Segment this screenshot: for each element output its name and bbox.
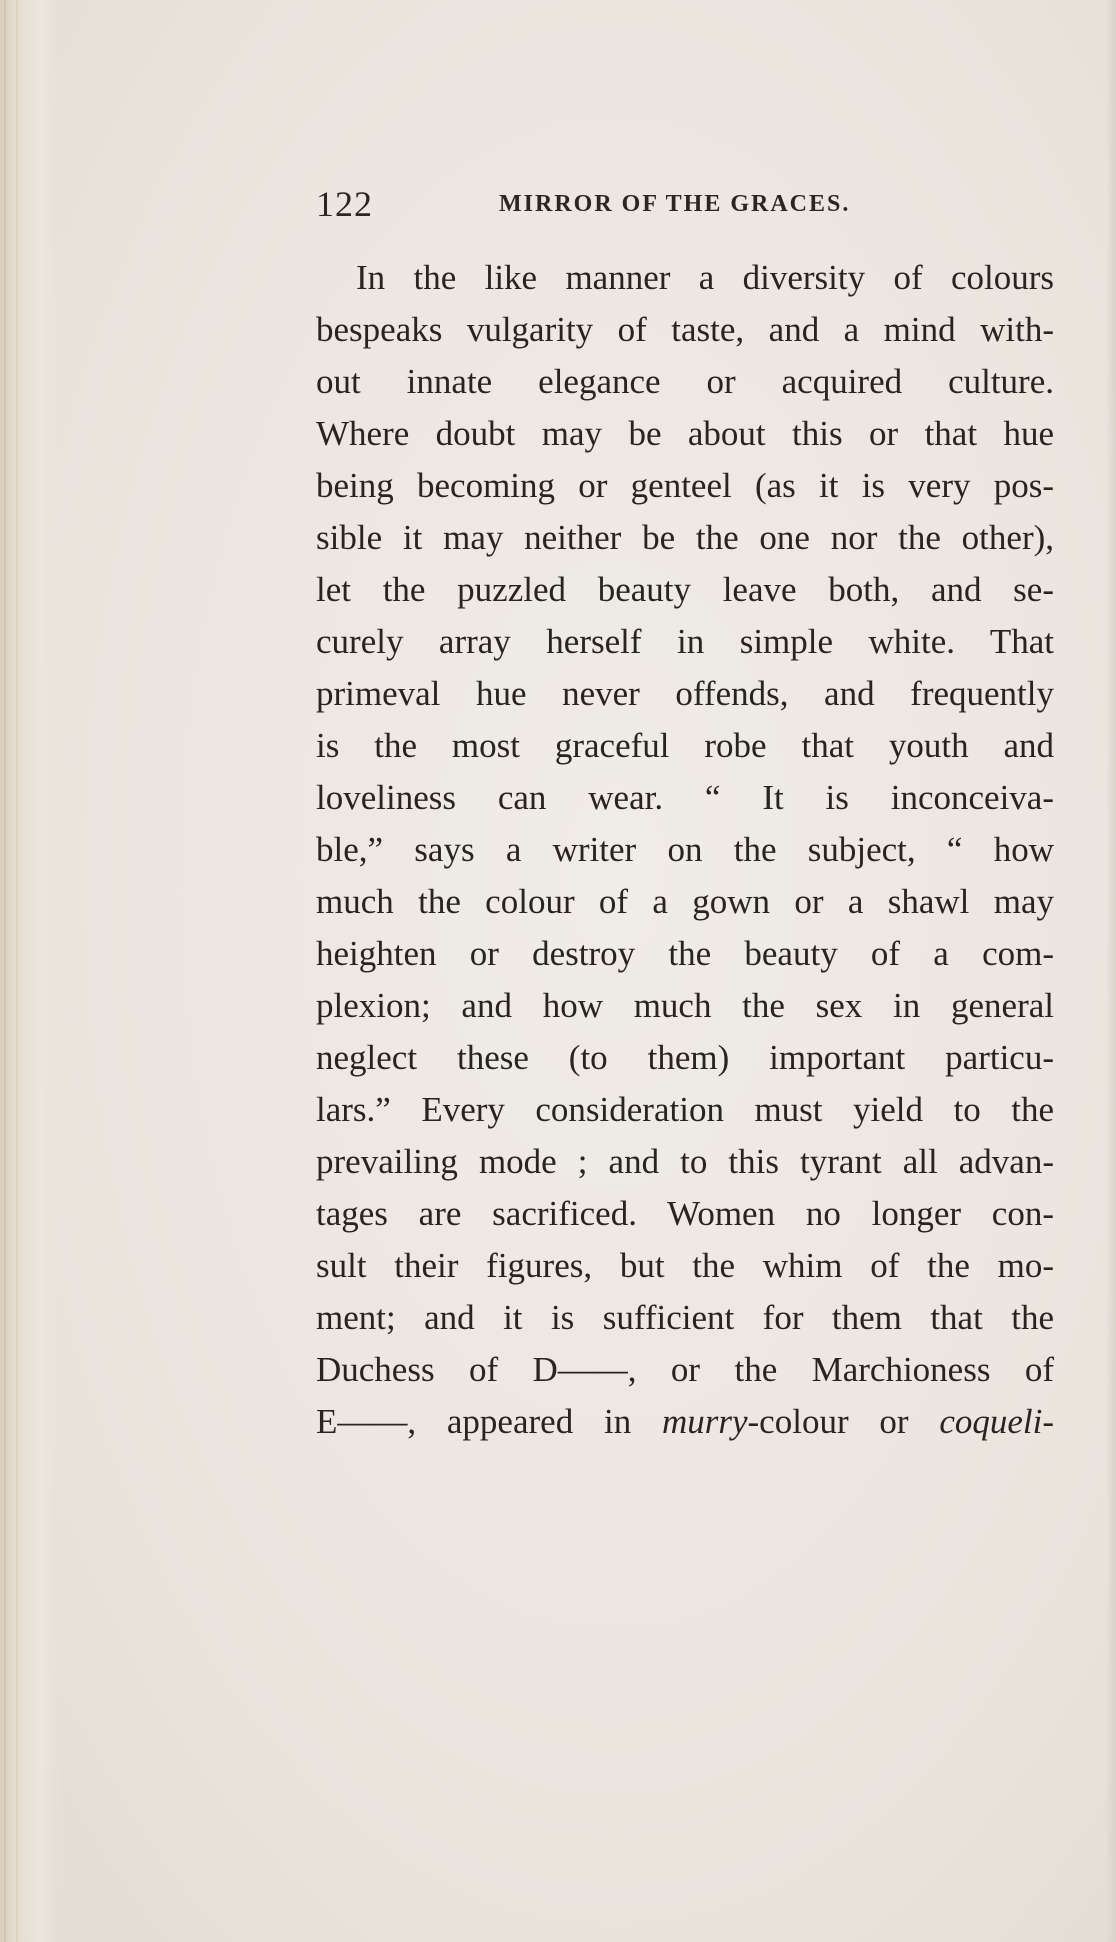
text-line: heighten or destroy the beauty of a com- xyxy=(316,934,1054,973)
text-line: bespeaks vulgarity of taste, and a mind with- xyxy=(316,310,1054,349)
text-line: being becoming or genteel (as it is very pos- xyxy=(316,466,1054,505)
text-line: ment; and it is sufficient for them that the xyxy=(316,1298,1054,1337)
binding-edge-line xyxy=(16,0,18,1942)
text-line-last xyxy=(316,1396,1054,1448)
page-edge-shadow xyxy=(1106,0,1116,1942)
text-line: curely array herself in simple white. That xyxy=(316,622,1054,661)
text-line: Duchess of D——, or the Marchioness of xyxy=(316,1350,1054,1389)
text-line: ble,” says a writer on the subject, “ how xyxy=(316,830,1054,869)
page-number: 122 xyxy=(316,184,373,224)
running-head: MIRROR OF THE GRACES. xyxy=(499,191,851,217)
italic-word: murry xyxy=(661,1402,748,1441)
text-line: loveliness can wear. “ It is inconceiva- xyxy=(316,778,1054,817)
text-line: primeval hue never offends, and frequently xyxy=(316,674,1054,713)
text-line: neglect these (to them) important particu- xyxy=(316,1038,1054,1077)
page-gutter xyxy=(0,0,60,1942)
text-line: tages are sacrificed. Women no longer con- xyxy=(316,1194,1054,1233)
body-text xyxy=(316,252,1054,1448)
italic-word: coqueli- xyxy=(939,1402,1054,1441)
text-line: Where doubt may be about this or that hue xyxy=(316,414,1054,453)
text-line: sult their figures, but the whim of the mo- xyxy=(316,1246,1054,1285)
page-header xyxy=(316,183,876,231)
text-line: out innate elegance or acquired culture. xyxy=(316,362,1054,401)
text-line: let the puzzled beauty leave both, and se- xyxy=(316,570,1054,609)
text-run: E——, appeared in xyxy=(316,1402,662,1441)
text-line: prevailing mode ; and to this tyrant all advan- xyxy=(316,1142,1054,1181)
text-line: In the like manner a diversity of colours xyxy=(356,258,1054,297)
text-line: is the most graceful robe that youth and xyxy=(316,726,1054,765)
text-run: -colour or xyxy=(747,1402,940,1441)
binding-edge-line xyxy=(4,0,6,1942)
text-line: sible it may neither be the one nor the other), xyxy=(316,518,1054,557)
text-line: plexion; and how much the sex in general xyxy=(316,986,1054,1025)
text-line: much the colour of a gown or a shawl may xyxy=(316,882,1054,921)
text-line: lars.” Every consideration must yield to the xyxy=(316,1090,1054,1129)
